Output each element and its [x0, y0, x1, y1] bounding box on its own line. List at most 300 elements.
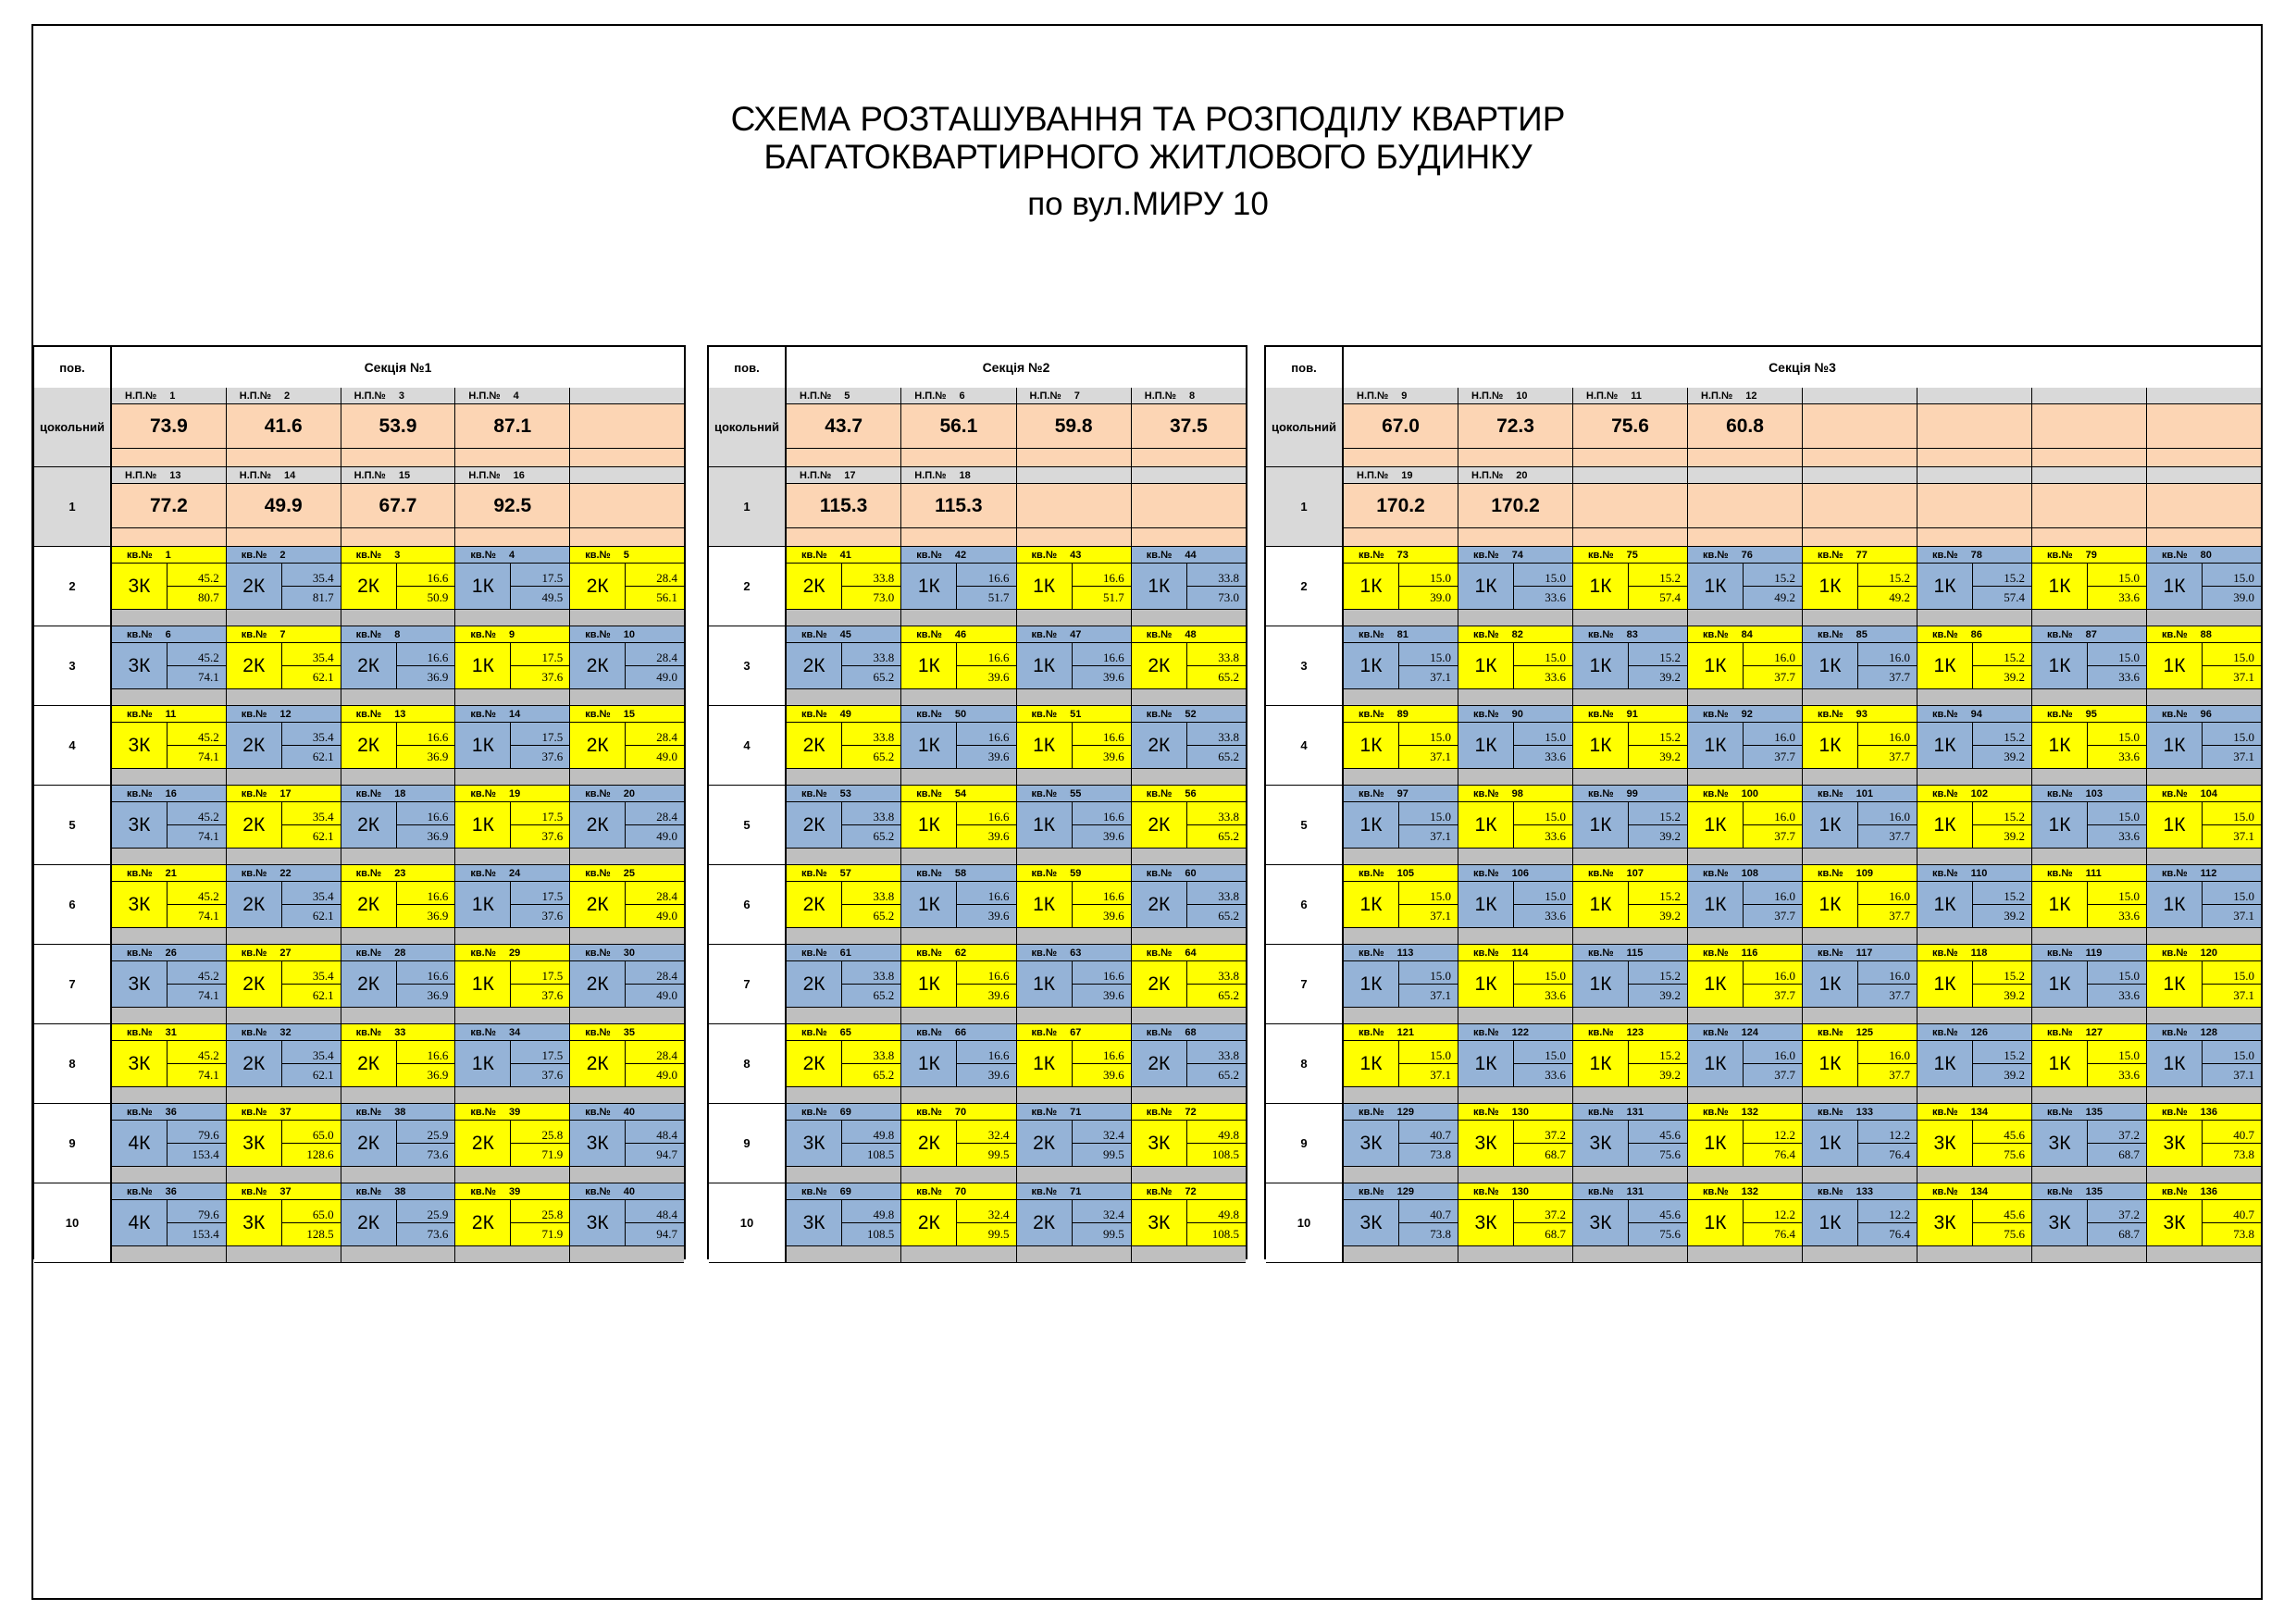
- nonresidential-cell[interactable]: [570, 467, 684, 546]
- apartment-cell[interactable]: [787, 1183, 901, 1262]
- apartment-number: 80: [2200, 549, 2212, 561]
- apartment-cell[interactable]: [2032, 945, 2147, 1023]
- apartment-label: [787, 945, 900, 961]
- apartment-areas: [841, 1041, 900, 1086]
- apartment-cell[interactable]: [901, 626, 1016, 705]
- apartment-label: [1803, 865, 1917, 882]
- apartment-number: 77: [1855, 549, 1868, 561]
- apartment-areas: [2202, 802, 2261, 848]
- apartment-areas: [167, 723, 226, 768]
- nonresidential-cell[interactable]: [455, 388, 570, 466]
- apartment-cell[interactable]: [1132, 1024, 1246, 1103]
- apartment-cell[interactable]: [1344, 1183, 1458, 1262]
- apartment-number: 96: [2200, 708, 2212, 720]
- apartment-cell[interactable]: [112, 1183, 227, 1262]
- nonresidential-cell[interactable]: [1803, 467, 1917, 546]
- total-area: 33.6: [2118, 670, 2140, 684]
- apartment-areas: [281, 1121, 341, 1166]
- apartment-label: [2032, 626, 2146, 643]
- apartment-cell[interactable]: [570, 865, 684, 944]
- total-area: 73.6: [427, 1147, 449, 1161]
- floor-row: [34, 626, 684, 706]
- apartment-cell[interactable]: [1803, 706, 1917, 785]
- apartment-areas: [167, 1041, 226, 1086]
- nonresidential-cell[interactable]: [1458, 388, 1573, 466]
- apartment-label: [1132, 1104, 1246, 1121]
- apartment-cell[interactable]: [1017, 1024, 1132, 1103]
- apartment-cell[interactable]: [455, 786, 570, 864]
- cell-footer: [1917, 449, 2031, 466]
- living-area: 16.0: [1858, 643, 1917, 666]
- apartment-body: [1688, 564, 1802, 610]
- apartment-cell[interactable]: [2032, 1024, 2147, 1103]
- nonresidential-cell[interactable]: [341, 388, 456, 466]
- apartment-cell[interactable]: [1132, 786, 1246, 864]
- apartment-cell[interactable]: [455, 1024, 570, 1103]
- apartment-cell[interactable]: [1344, 865, 1458, 944]
- apartment-body: [1458, 1200, 1572, 1246]
- apartment-cell[interactable]: [1132, 1104, 1246, 1183]
- apartment-cell[interactable]: [1917, 547, 2032, 626]
- apartment-cell[interactable]: [2032, 1183, 2147, 1262]
- nonresidential-cell[interactable]: [1017, 388, 1132, 466]
- apartment-cell[interactable]: [1458, 786, 1573, 864]
- apartment-cell[interactable]: [2147, 626, 2261, 705]
- room-type: 1К: [1818, 575, 1842, 597]
- total-area: 50.9: [427, 590, 449, 604]
- apartment-cell[interactable]: [1344, 1024, 1458, 1103]
- apartment-cell[interactable]: [1688, 786, 1803, 864]
- apartment-label: [1017, 1104, 1131, 1121]
- nonresidential-cell[interactable]: [1458, 467, 1573, 546]
- apartment-cell[interactable]: [1688, 1183, 1803, 1262]
- apartment-cell[interactable]: [1803, 945, 1917, 1023]
- apartment-cell[interactable]: [227, 626, 341, 705]
- total-area: 73.0: [1218, 590, 1239, 604]
- apartment-label: [112, 945, 226, 961]
- apartment-cell[interactable]: [1132, 865, 1246, 944]
- apartment-cell[interactable]: [787, 1024, 901, 1103]
- apartment-cell[interactable]: [341, 1104, 456, 1183]
- apartment-cell[interactable]: [1458, 865, 1573, 944]
- room-type: 2К: [586, 734, 609, 756]
- apartment-cell[interactable]: [1573, 626, 1688, 705]
- apartment-label: [2147, 626, 2261, 643]
- apartment-cell[interactable]: [1803, 786, 1917, 864]
- apartment-areas: [396, 564, 455, 609]
- apartment-cell[interactable]: [1573, 1104, 1688, 1183]
- total-area: 37.1: [1430, 1068, 1451, 1082]
- apartment-label: [341, 547, 455, 564]
- apartment-cell[interactable]: [341, 1183, 456, 1262]
- nonresidential-cell[interactable]: [455, 467, 570, 546]
- apartment-cell[interactable]: [1917, 1024, 2032, 1103]
- apartment-cell[interactable]: [1573, 706, 1688, 785]
- apartment-cell[interactable]: [1017, 945, 1132, 1023]
- apartment-body: [455, 1041, 569, 1087]
- apartment-label: [227, 1104, 341, 1121]
- nonresidential-cell[interactable]: [1803, 388, 1917, 466]
- apartment-cell[interactable]: [1573, 945, 1688, 1023]
- room-type: 1К: [1704, 734, 1727, 756]
- np-number: 4: [513, 390, 519, 402]
- apartment-body: [112, 564, 226, 610]
- apartment-cell[interactable]: [2147, 945, 2261, 1023]
- apartment-cell[interactable]: [1803, 1024, 1917, 1103]
- apartment-number: 84: [1741, 628, 1753, 640]
- apartment-cell[interactable]: [1458, 1104, 1573, 1183]
- apartment-cell[interactable]: [1132, 626, 1246, 705]
- apartment-body: [1344, 1041, 1458, 1087]
- np-number: 15: [398, 469, 411, 481]
- nonresidential-cell[interactable]: [112, 388, 227, 466]
- apartment-prefix: кв.№: [1473, 1185, 1499, 1197]
- apartment-number: 71: [1070, 1106, 1082, 1118]
- nonresidential-label: [1132, 388, 1246, 404]
- apartment-cell[interactable]: [1458, 706, 1573, 785]
- cell-footer: [1573, 1167, 1687, 1183]
- apartment-cell[interactable]: [227, 865, 341, 944]
- apartment-cell[interactable]: [1688, 865, 1803, 944]
- total-area: 62.1: [312, 750, 334, 763]
- apartment-prefix: кв.№: [801, 787, 827, 799]
- apartment-cell[interactable]: [2032, 626, 2147, 705]
- apartment-cell[interactable]: [570, 547, 684, 626]
- apartment-cell[interactable]: [570, 706, 684, 785]
- total-area: 62.1: [312, 829, 334, 843]
- apartment-cell[interactable]: [2147, 1183, 2261, 1262]
- apartment-cell[interactable]: [787, 786, 901, 864]
- living-area: 28.4: [626, 882, 684, 905]
- apartment-cell[interactable]: [112, 626, 227, 705]
- apartment-cell[interactable]: [1458, 626, 1573, 705]
- apartment-body: [1573, 643, 1687, 689]
- apartment-body: [1917, 1041, 2031, 1087]
- apartment-cell[interactable]: [455, 1183, 570, 1262]
- apartment-areas: [1072, 882, 1131, 927]
- apartment-cell[interactable]: [1458, 945, 1573, 1023]
- apartment-cell[interactable]: [455, 1104, 570, 1183]
- apartment-cell[interactable]: [341, 786, 456, 864]
- apartment-cell[interactable]: [112, 945, 227, 1023]
- total-area: 39.6: [987, 670, 1010, 684]
- apartment-cell[interactable]: [112, 706, 227, 785]
- apartment-cell[interactable]: [2032, 786, 2147, 864]
- apartment-cell[interactable]: [1917, 1183, 2032, 1262]
- apartment-prefix: кв.№: [470, 549, 496, 561]
- apartment-cell[interactable]: [901, 1183, 1016, 1262]
- apartment-prefix: кв.№: [241, 867, 267, 879]
- apartment-cell[interactable]: [901, 945, 1016, 1023]
- apartment-cell[interactable]: [901, 865, 1016, 944]
- apartment-cell[interactable]: [227, 706, 341, 785]
- apartment-cell[interactable]: [1688, 1104, 1803, 1183]
- apartment-cell[interactable]: [2147, 547, 2261, 626]
- apartment-cell[interactable]: [2147, 706, 2261, 785]
- apartment-cell[interactable]: [1573, 1024, 1688, 1103]
- apartment-cell[interactable]: [2032, 865, 2147, 944]
- apartment-cell[interactable]: [112, 1024, 227, 1103]
- apartment-cell[interactable]: [1803, 547, 1917, 626]
- total-area: 49.0: [656, 829, 677, 843]
- apartment-cell[interactable]: [112, 1104, 227, 1183]
- nonresidential-cell[interactable]: [1688, 467, 1803, 546]
- apartment-cell[interactable]: [341, 865, 456, 944]
- apartment-cell[interactable]: [1688, 1024, 1803, 1103]
- apartment-cell[interactable]: [1017, 1104, 1132, 1183]
- apartment-number: 30: [623, 947, 636, 959]
- apartment-number: 132: [1741, 1185, 1758, 1197]
- apartment-cell[interactable]: [455, 626, 570, 705]
- apartment-cell[interactable]: [227, 1104, 341, 1183]
- apartment-cell[interactable]: [570, 1104, 684, 1183]
- total-area: 37.6: [541, 1068, 564, 1082]
- apartment-prefix: кв.№: [2162, 1185, 2188, 1197]
- apartment-cell[interactable]: [1344, 786, 1458, 864]
- apartment-cell[interactable]: [787, 945, 901, 1023]
- apartment-prefix: кв.№: [801, 1185, 827, 1197]
- nonresidential-cell[interactable]: [1132, 388, 1246, 466]
- apartment-cell[interactable]: [1573, 1183, 1688, 1262]
- apartment-cell[interactable]: [787, 626, 901, 705]
- nonresidential-cell[interactable]: [112, 467, 227, 546]
- apartment-cell[interactable]: [2032, 1104, 2147, 1183]
- apartment-prefix: кв.№: [470, 1185, 496, 1197]
- apartment-cell[interactable]: [341, 945, 456, 1023]
- total-area: 73.8: [2233, 1147, 2254, 1161]
- apartment-body: [570, 643, 684, 689]
- apartment-cell[interactable]: [2032, 547, 2147, 626]
- apartment-cell[interactable]: [570, 1183, 684, 1262]
- apartment-cell[interactable]: [341, 547, 456, 626]
- apartment-cell[interactable]: [1803, 1104, 1917, 1183]
- apartment-cell[interactable]: [787, 547, 901, 626]
- nonresidential-cell[interactable]: [1573, 388, 1688, 466]
- apartment-cell[interactable]: [1458, 1183, 1573, 1262]
- apartment-cell[interactable]: [1132, 547, 1246, 626]
- apartment-body: [1344, 723, 1458, 769]
- room-type: 2К: [242, 654, 266, 676]
- apartment-areas: [1186, 882, 1246, 927]
- apartment-cell[interactable]: [2147, 786, 2261, 864]
- apartment-body: [2147, 1121, 2261, 1167]
- apartment-cell[interactable]: [1017, 626, 1132, 705]
- apartment-cell[interactable]: [1688, 945, 1803, 1023]
- apartment-label: [227, 786, 341, 802]
- apartment-cell[interactable]: [1917, 786, 2032, 864]
- apartment-cell[interactable]: [1917, 626, 2032, 705]
- apartment-cell[interactable]: [112, 547, 227, 626]
- total-area: 81.7: [312, 590, 334, 604]
- apartment-cell[interactable]: [1017, 706, 1132, 785]
- apartment-cell[interactable]: [570, 945, 684, 1023]
- apartment-cell[interactable]: [901, 1024, 1016, 1103]
- apartment-cell[interactable]: [1688, 626, 1803, 705]
- total-area: 39.2: [2004, 988, 2025, 1002]
- apartment-areas: [1628, 643, 1687, 688]
- apartment-cell[interactable]: [1803, 865, 1917, 944]
- apartment-label: [341, 945, 455, 961]
- apartment-cell[interactable]: [227, 1024, 341, 1103]
- apartment-areas: [625, 961, 684, 1007]
- nonresidential-cell[interactable]: [901, 467, 1016, 546]
- apartment-areas: [841, 723, 900, 768]
- apartment-cell[interactable]: [455, 706, 570, 785]
- total-area: 37.1: [2233, 750, 2254, 763]
- apartment-cell[interactable]: [1917, 706, 2032, 785]
- total-area: 65.2: [1218, 988, 1239, 1002]
- nonresidential-cell[interactable]: [227, 467, 341, 546]
- apartment-cell[interactable]: [1132, 1183, 1246, 1262]
- apartment-cell[interactable]: [1573, 865, 1688, 944]
- apartment-cell[interactable]: [1132, 945, 1246, 1023]
- nonresidential-area: 77.2: [112, 484, 226, 528]
- cell-footer: [1917, 528, 2031, 546]
- apartment-cell[interactable]: [1917, 945, 2032, 1023]
- apartment-cell[interactable]: [112, 865, 227, 944]
- living-area: 15.0: [1514, 564, 1572, 587]
- nonresidential-cell[interactable]: [1573, 467, 1688, 546]
- nonresidential-cell[interactable]: [1917, 388, 2032, 466]
- apartment-cell[interactable]: [1688, 706, 1803, 785]
- apartment-number: 7: [279, 628, 286, 640]
- apartment-number: 64: [1185, 947, 1197, 959]
- apartment-cell[interactable]: [1344, 1104, 1458, 1183]
- nonresidential-cell[interactable]: [341, 467, 456, 546]
- apartment-cell[interactable]: [341, 706, 456, 785]
- nonresidential-cell[interactable]: [787, 467, 901, 546]
- apartment-cell[interactable]: [2032, 706, 2147, 785]
- apartment-prefix: кв.№: [355, 1106, 382, 1118]
- apartment-cell[interactable]: [1017, 547, 1132, 626]
- nonresidential-area: [1803, 484, 1917, 528]
- cell-footer: [1458, 849, 1572, 864]
- apartment-cell[interactable]: [570, 786, 684, 864]
- apartment-cell[interactable]: [787, 1104, 901, 1183]
- apartment-cell[interactable]: [227, 945, 341, 1023]
- room-type: 2К: [1148, 893, 1171, 915]
- apartment-cell[interactable]: [901, 547, 1016, 626]
- apartment-cell[interactable]: [1344, 626, 1458, 705]
- apartment-cell[interactable]: [455, 945, 570, 1023]
- apartment-cell[interactable]: [227, 786, 341, 864]
- apartment-body: [1344, 961, 1458, 1008]
- apartment-cell[interactable]: [1803, 1183, 1917, 1262]
- apartment-cell[interactable]: [112, 786, 227, 864]
- total-area: 65.2: [1218, 750, 1239, 763]
- apartment-body: [1017, 643, 1131, 689]
- nonresidential-cell[interactable]: [901, 388, 1016, 466]
- apartment-body: [1017, 1200, 1131, 1246]
- apartment-cell[interactable]: [455, 865, 570, 944]
- nonresidential-cell[interactable]: [2147, 467, 2261, 546]
- apartment-cell[interactable]: [1132, 706, 1246, 785]
- apartment-cell[interactable]: [1344, 706, 1458, 785]
- room-type: 2К: [586, 654, 609, 676]
- apartment-prefix: кв.№: [1703, 1106, 1729, 1118]
- room-type: 2К: [1033, 1132, 1056, 1154]
- nonresidential-cell[interactable]: [1688, 388, 1803, 466]
- apartment-cell[interactable]: [901, 1104, 1016, 1183]
- np-number: 1: [169, 390, 176, 402]
- apartment-cell[interactable]: [1803, 626, 1917, 705]
- apartment-areas: [1186, 1121, 1246, 1166]
- apartment-cell[interactable]: [1917, 865, 2032, 944]
- total-area: 37.7: [1889, 750, 1910, 763]
- apartment-cell[interactable]: [570, 1024, 684, 1103]
- apartment-areas: [2202, 1121, 2261, 1166]
- apartment-cell[interactable]: [1917, 1104, 2032, 1183]
- apartment-areas: [1972, 961, 2031, 1007]
- apartment-number: 88: [2200, 628, 2212, 640]
- nonresidential-cell[interactable]: [787, 388, 901, 466]
- apartment-areas: [1513, 1121, 1572, 1166]
- total-area: 49.0: [656, 909, 677, 923]
- apartment-cell[interactable]: [341, 1024, 456, 1103]
- nonresidential-cell[interactable]: [1917, 467, 2032, 546]
- nonresidential-cell[interactable]: [1017, 467, 1132, 546]
- apartment-cell[interactable]: [2147, 865, 2261, 944]
- living-area: 15.0: [1514, 1041, 1572, 1064]
- nonresidential-cell[interactable]: [227, 388, 341, 466]
- apartment-cell[interactable]: [901, 786, 1016, 864]
- apartment-prefix: кв.№: [1146, 628, 1173, 640]
- apartment-cell[interactable]: [901, 706, 1016, 785]
- room-type: 1К: [2163, 1052, 2186, 1074]
- apartment-cell[interactable]: [2147, 1024, 2261, 1103]
- apartment-cell[interactable]: [1458, 1024, 1573, 1103]
- apartment-prefix: кв.№: [1588, 1106, 1614, 1118]
- apartment-cell[interactable]: [341, 626, 456, 705]
- nonresidential-cell[interactable]: [2032, 388, 2147, 466]
- apartment-cell[interactable]: [455, 547, 570, 626]
- apartment-number: 131: [1626, 1185, 1644, 1197]
- apartment-cell[interactable]: [1017, 786, 1132, 864]
- apartment-cell[interactable]: [1344, 945, 1458, 1023]
- apartment-cell[interactable]: [1344, 547, 1458, 626]
- living-area: 37.2: [2088, 1200, 2146, 1223]
- nonresidential-cell[interactable]: [1344, 467, 1458, 546]
- total-area: 75.6: [2004, 1147, 2025, 1161]
- apartment-cell[interactable]: [1017, 865, 1132, 944]
- apartment-areas: [167, 643, 226, 688]
- nonresidential-cell[interactable]: [570, 388, 684, 466]
- nonresidential-cell[interactable]: [1344, 388, 1458, 466]
- nonresidential-cell[interactable]: [2032, 467, 2147, 546]
- apartment-cell[interactable]: [2147, 1104, 2261, 1183]
- cell-footer: [1132, 769, 1246, 785]
- living-area: 28.4: [626, 802, 684, 825]
- apartment-cell[interactable]: [787, 865, 901, 944]
- apartment-cell[interactable]: [1017, 1183, 1132, 1262]
- apartment-cell[interactable]: [1458, 547, 1573, 626]
- nonresidential-cell[interactable]: [1132, 467, 1246, 546]
- apartment-cell[interactable]: [1688, 547, 1803, 626]
- apartment-number: 72: [1185, 1185, 1197, 1197]
- apartment-cell[interactable]: [787, 706, 901, 785]
- apartment-prefix: кв.№: [2162, 947, 2188, 959]
- apartment-cell[interactable]: [227, 547, 341, 626]
- apartment-cell[interactable]: [570, 626, 684, 705]
- apartment-label: [112, 1183, 226, 1200]
- apartment-cell[interactable]: [1573, 786, 1688, 864]
- nonresidential-cell[interactable]: [2147, 388, 2261, 466]
- apartment-cell[interactable]: [1573, 547, 1688, 626]
- apartment-cell[interactable]: [227, 1183, 341, 1262]
- room-type: 1К: [1704, 575, 1727, 597]
- apartment-number: 135: [2085, 1185, 2103, 1197]
- apartment-number: 106: [1511, 867, 1529, 879]
